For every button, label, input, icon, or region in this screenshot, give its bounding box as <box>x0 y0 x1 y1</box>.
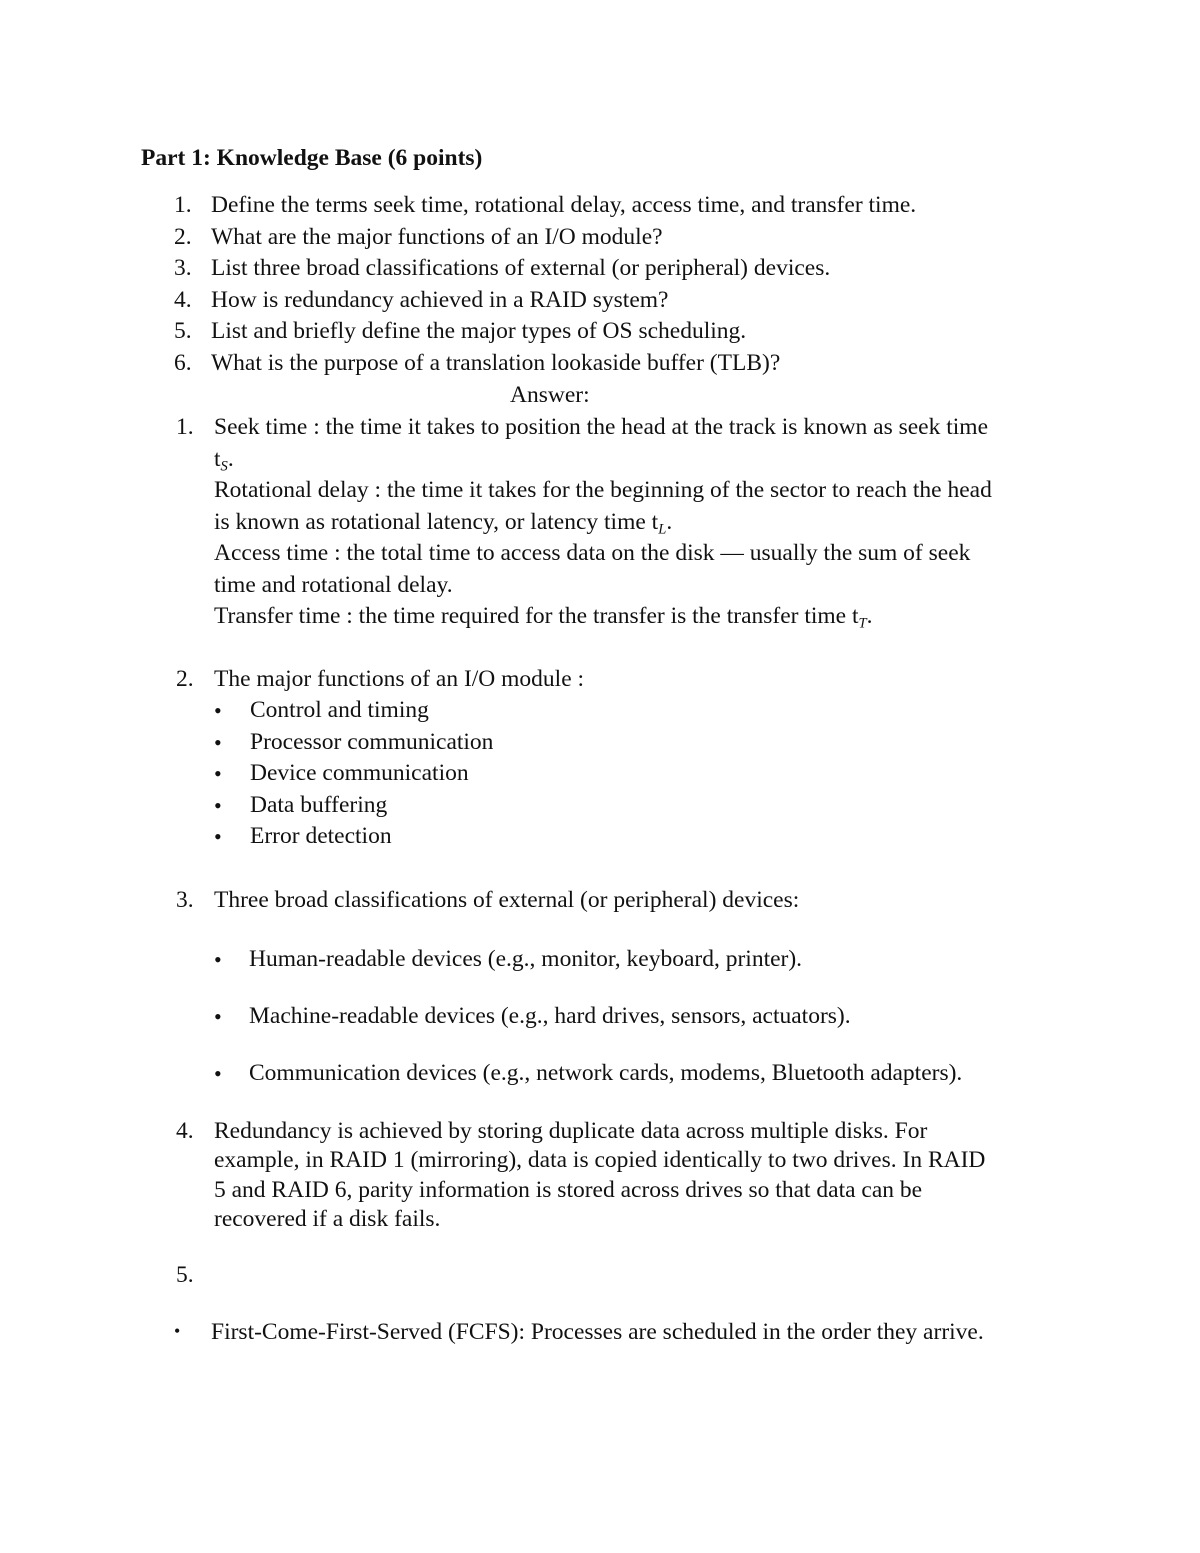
bullet-icon: • <box>214 730 222 755</box>
bullet-icon: • <box>214 1004 222 1029</box>
answer-4-line: 5 and RAID 6, parity information is stored across drives so that data can be <box>214 1177 923 1203</box>
seek-time-symbol: t <box>214 446 221 472</box>
question-text: How is redundancy achieved in a RAID system? <box>211 287 669 313</box>
seek-time-subscript: S <box>220 458 228 475</box>
answer-4-line: recovered if a disk fails. <box>214 1206 441 1232</box>
list-item: Communication devices (e.g., network cards, modems, Bluetooth adapters). <box>249 1060 963 1086</box>
list-item: Device communication <box>250 760 469 786</box>
question-text: What is the purpose of a translation lookaside buffer (TLB)? <box>211 350 781 376</box>
list-item: Processor communication <box>250 729 494 755</box>
page-heading: Part 1: Knowledge Base (6 points) <box>141 145 483 171</box>
rotational-delay-line-1: Rotational delay : the time it takes for the beginning of the sector to reach the head <box>214 477 992 503</box>
list-item: Control and timing <box>250 697 429 723</box>
access-time-line-1: Access time : the total time to access data on the disk — usually the sum of seek <box>214 540 971 566</box>
answer-number: 4. <box>176 1118 194 1144</box>
list-item: Human-readable devices (e.g., monitor, keyboard, printer). <box>249 946 803 972</box>
bullet-icon: • <box>214 793 222 818</box>
seek-time-line-2 <box>214 446 234 475</box>
rotational-delay-subscript: L <box>658 521 667 538</box>
list-item: Data buffering <box>250 792 388 818</box>
seek-time-period: . <box>227 446 234 472</box>
question-text: What are the major functions of an I/O module? <box>211 224 663 250</box>
answer-4-line: example, in RAID 1 (mirroring), data is copied identically to two drives. In RAID <box>214 1147 986 1173</box>
bullet-icon: • <box>174 1321 181 1341</box>
list-item: Machine-readable devices (e.g., hard drives, sensors, actuators). <box>249 1003 851 1029</box>
question-text: Define the terms seek time, rotational delay, access time, and transfer time. <box>211 192 917 218</box>
question-item <box>174 226 192 250</box>
question-number: 4. <box>174 287 192 313</box>
bullet-icon: • <box>214 824 222 849</box>
answer-number: 3. <box>176 887 194 913</box>
answer-4-line: Redundancy is achieved by storing duplicate data across multiple disks. For <box>214 1118 928 1144</box>
question-item <box>174 320 192 344</box>
answer-number: 2. <box>176 666 194 692</box>
access-time-line-2: time and rotational delay. <box>214 572 453 598</box>
question-number: 1. <box>174 192 192 218</box>
question-text: List three broad classifications of external (or peripheral) devices. <box>211 255 831 281</box>
transfer-time-period: . <box>866 603 873 629</box>
transfer-time-subscript: T <box>858 615 867 632</box>
rotational-delay-text: is known as rotational latency, or latency time t <box>214 509 659 535</box>
answer-label: Answer: <box>510 382 590 408</box>
bullet-icon: • <box>214 1061 222 1086</box>
question-item <box>174 257 192 281</box>
answer-number: 5. <box>176 1262 194 1288</box>
seek-time-line-1: Seek time : the time it takes to position the head at the track is known as seek time <box>214 414 989 440</box>
bullet-icon: • <box>214 947 222 972</box>
question-number: 2. <box>174 224 192 250</box>
question-number: 5. <box>174 318 192 344</box>
bullet-icon: • <box>214 761 222 786</box>
question-number: 6. <box>174 350 192 376</box>
question-item <box>174 194 192 218</box>
rotational-delay-line-2 <box>214 509 673 538</box>
list-item: First-Come-First-Served (FCFS): Processes are scheduled in the order they arrive. <box>211 1319 984 1345</box>
question-item <box>174 289 192 313</box>
transfer-time-line <box>214 603 873 632</box>
rotational-delay-period: . <box>666 509 673 535</box>
answer-2-intro: The major functions of an I/O module : <box>214 666 585 692</box>
transfer-time-text: Transfer time : the time required for the transfer is the transfer time t <box>214 603 859 629</box>
answer-number: 1. <box>176 414 194 440</box>
bullet-icon: • <box>214 698 222 723</box>
answer-3-intro: Three broad classifications of external (or peripheral) devices: <box>214 887 800 913</box>
question-text: List and briefly define the major types of OS scheduling. <box>211 318 747 344</box>
question-number: 3. <box>174 255 192 281</box>
list-item: Error detection <box>250 823 392 849</box>
question-item <box>174 352 192 376</box>
